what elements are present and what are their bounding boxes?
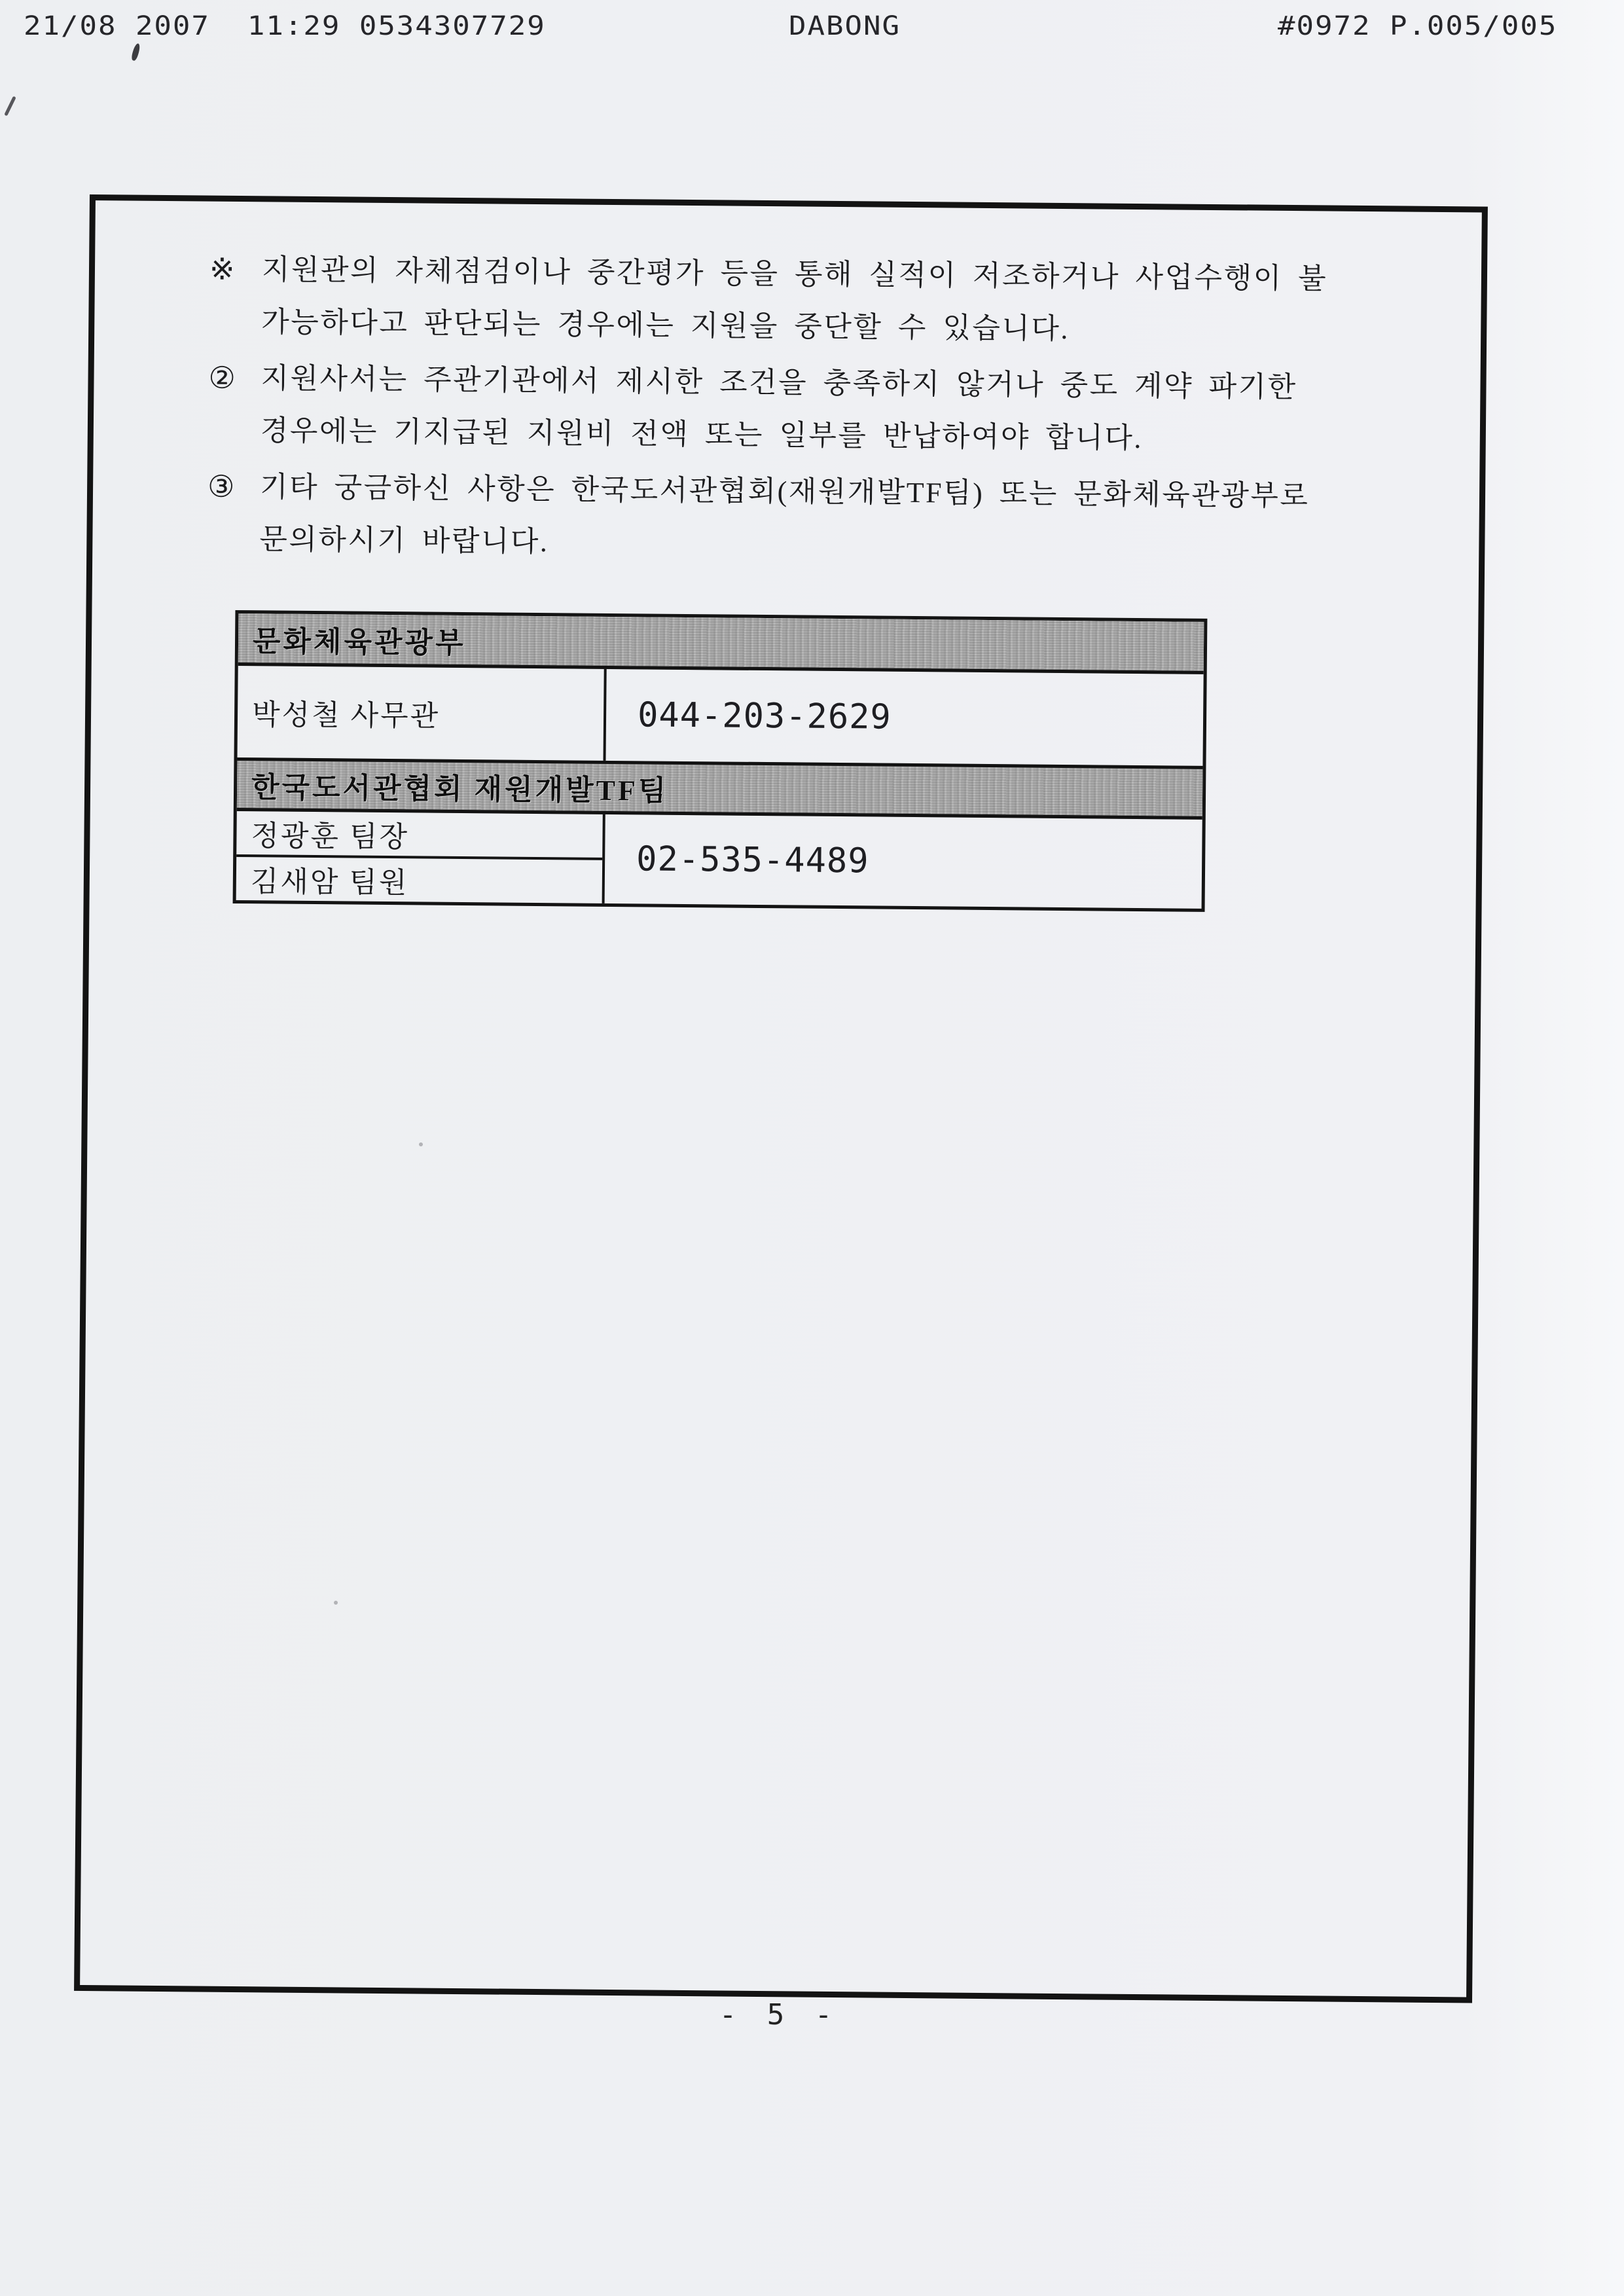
fax-header xyxy=(0,10,1624,50)
section-header-label: 문화체육관광부 xyxy=(252,625,466,659)
notice-item-2 xyxy=(208,352,1468,468)
table-row xyxy=(238,666,1204,766)
notice-list xyxy=(92,200,1482,576)
fax-sender-id: DABONG xyxy=(789,10,901,41)
table-section-header-mcst xyxy=(238,613,1204,674)
notice-marker: ③ xyxy=(207,469,237,503)
notice-text-line: 지원사서는 주관기관에서 제시한 조건을 충족하지 않거나 중도 계약 파기한 xyxy=(261,362,1297,404)
contact-table xyxy=(233,610,1208,912)
contact-phone-cell-merged: 02-535-4489 xyxy=(636,839,869,881)
fax-timestamp: 21/08 2007 11:29 0534307729 xyxy=(24,10,546,41)
contact-phone-cell: 044-203-2629 xyxy=(637,695,892,737)
section-header-label: 한국도서관협회 재원개발TF팀 xyxy=(251,771,669,807)
notice-item-asterisk xyxy=(209,244,1468,359)
table-section-header-kla xyxy=(237,757,1203,820)
contact-name-cell: 박성철 사무관 xyxy=(238,666,607,761)
notice-text-line: 지원관의 자체점검이나 중간평가 등을 통해 실적이 저조하거나 사업수행이 불 xyxy=(261,253,1328,295)
notice-marker: ※ xyxy=(209,252,237,286)
notice-item-3 xyxy=(207,461,1466,577)
notice-text-line: 가능하다고 판단되는 경우에는 지원을 중단할 수 있습니다. xyxy=(261,306,1070,346)
page-number: - 5 - xyxy=(719,1998,839,2032)
table-row-group xyxy=(236,811,1202,909)
document-frame xyxy=(74,194,1488,2003)
notice-text-line: 문의하시기 바랍니다. xyxy=(259,523,549,558)
notice-text-line: 기타 궁금하신 사항은 한국도서관협회(재원개발TF팀) 또는 문화체육관광부로 xyxy=(259,471,1310,513)
notice-marker: ② xyxy=(208,361,238,395)
scan-artifact-tick xyxy=(4,96,16,117)
notice-text-line: 경우에는 기지급된 지원비 전액 또는 일부를 반납하여야 합니다. xyxy=(260,414,1144,455)
contact-name-cell: 김새암 팀원 xyxy=(250,866,409,900)
contact-name-cell: 정광훈 팀장 xyxy=(236,811,603,860)
fax-page-counter: #0972 P.005/005 xyxy=(1278,10,1558,41)
